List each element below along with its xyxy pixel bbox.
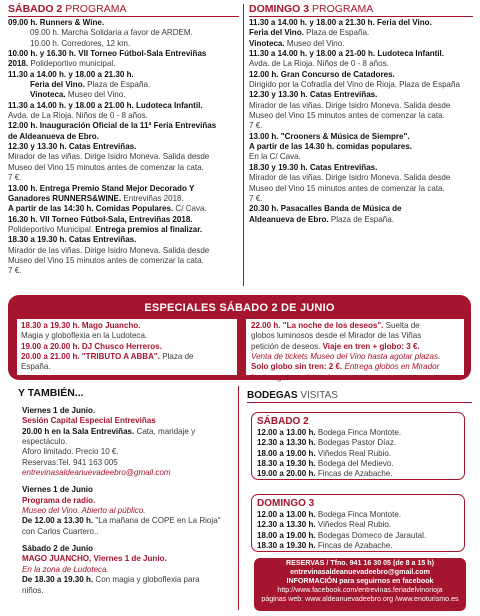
program-line-text: 11.30 a 14.00 h. y 18.00 a 21.30 h. Feria del Vino.	[249, 18, 432, 27]
especial-line	[251, 352, 464, 362]
tambien-text: espectáculo.	[22, 437, 68, 447]
especial-line	[251, 331, 464, 341]
program-line-text: 10.00 h. y 16.30 h. VII Torneo Fútbol-Sala Entreviñas	[8, 49, 207, 59]
program-line	[8, 256, 239, 266]
program-line-text: En la C/ Cava.	[249, 152, 301, 162]
especial-line	[21, 342, 237, 352]
program-line	[249, 152, 473, 162]
tambien-line	[22, 416, 237, 426]
tambien-line	[22, 527, 237, 537]
bodega-name: Bodegas Domeco de Jarautal.	[315, 530, 427, 540]
program-line-text: Museo del Vino.	[284, 38, 345, 48]
program-line-text: Polideportivo Municipal.	[8, 224, 96, 234]
program-line-text: 11.30 a 14.00 h. y 18.00 a 21.00 h. Ludoteca Infantil.	[8, 100, 203, 110]
tambien-bold: De 18.30 a 19.30 h.	[22, 575, 94, 585]
program-line-text: Plaza de España.	[328, 214, 394, 224]
program-line	[8, 163, 239, 173]
program-line-text: 18.30 y 19.30 h. Catas Entreviñas.	[249, 162, 378, 172]
program-line-bold: Vinoteca.	[249, 38, 285, 48]
bodega-name: Viñedos Real Rubio.	[315, 520, 392, 530]
program-line-text: 7 €.	[249, 121, 263, 131]
program-line-bold: Ganadores RUNNERS&WINE.	[8, 193, 122, 203]
program-line-text: Polideportivo municipal.	[28, 59, 116, 69]
program-line-text: Museo del Vino 15 minutos antes de comenzar la cata.	[8, 162, 204, 172]
especial-bold: Solo globo sin tren: 2 €.	[251, 362, 343, 372]
program-line-bold: Vinoteca.	[30, 90, 66, 100]
program-line	[249, 90, 473, 100]
program-line	[249, 59, 473, 69]
especial-bold: Viaje en tren + globo: 3 €.	[322, 341, 420, 351]
especial-text: Plaza de	[159, 352, 194, 362]
program-line-text: Avda. de La Rioja. Niños de 0 - 8 años.	[8, 111, 148, 121]
tambien-line[interactable]	[22, 468, 237, 478]
program-line-text: Museo del Vino 15 minutos antes de comenzar la cata.	[8, 255, 204, 265]
program-line	[8, 111, 239, 121]
program-line-text: Avda. de La Rioja. Niños de 0 - 8 años.	[249, 59, 389, 69]
bodegas-saturday	[257, 416, 462, 480]
program-line	[249, 101, 473, 111]
program-line	[8, 194, 239, 204]
especial-text: España.	[21, 362, 51, 372]
bodegas-saturday-title: SÁBADO 2	[257, 416, 309, 427]
program-line-text: 09.00 h. Runners & Wine.	[8, 18, 105, 27]
program-line	[249, 194, 473, 204]
bodega-name: Fincas de Azabache.	[315, 541, 393, 551]
program-line-text: 13.00 h. "Crooners & Música de Siempre".	[249, 131, 410, 141]
program-line	[249, 215, 473, 225]
especiales-left-box	[17, 319, 237, 375]
program-line	[8, 184, 239, 194]
program-line-text: 12.30 y 13.30 h. Catas Entreviñas.	[8, 142, 137, 152]
bodega-visit	[257, 449, 462, 459]
bodega-visit	[257, 541, 462, 551]
bodega-visit	[257, 520, 462, 530]
especiales-title: ESPECIALES SÁBADO 2 DE JUNIO	[144, 302, 335, 314]
program-line	[8, 70, 239, 80]
program-line	[8, 225, 239, 235]
bodegas-header: BODEGAS VISITAS	[247, 390, 472, 403]
program-line	[8, 142, 239, 152]
program-line	[249, 121, 473, 131]
tambien-divider	[238, 386, 239, 610]
tambien-bold: De 12.00 a 13.30 h.	[22, 516, 94, 526]
program-line-text: 18.30 a 19.30 h. Catas Entreviñas.	[8, 235, 137, 245]
tambien-bold: Viernes 1 de Junio.	[22, 406, 96, 415]
program-line-text: Mirador de las viñas. Dirige Isidro Moneva. Salida desde	[8, 245, 210, 255]
bodega-time: 12.00 a 13.00 h.	[257, 510, 316, 519]
program-line-text: 12.00 h. Inauguración Oficial de la 11ª Feria Entreviñas	[8, 121, 217, 131]
tambien-line	[22, 427, 237, 437]
program-line	[8, 121, 239, 131]
bodega-name: Bodegas Pastor Díaz.	[315, 438, 397, 448]
program-line-text: A partir de las 14.30 h. comidas populares.	[249, 142, 412, 152]
bodega-time: 12.00 a 13.00 h.	[257, 428, 316, 437]
bodega-time: 18.30 a 19.30 h.	[257, 459, 316, 469]
especial-bold: 19.00 a 20.00 h. DJ Chusco Herreros.	[21, 341, 162, 351]
reservas-footer	[254, 558, 466, 611]
footer-facebook-link[interactable]: http://www.facebook.com/entrevinas.feriadelvinorioja	[277, 585, 443, 594]
tambien-line	[22, 554, 237, 564]
program-line	[249, 49, 473, 59]
program-line	[249, 70, 473, 80]
especial-line	[21, 362, 237, 372]
program-line-text: Museo del Vino 15 minutos antes de comenzar la cata.	[249, 111, 445, 121]
bodega-time: 12.30 a 13.30 h.	[257, 520, 316, 530]
bodega-name: Fincas de Azabache.	[315, 469, 393, 479]
program-line	[8, 246, 239, 256]
bodegas-sunday	[257, 498, 462, 551]
tambien-line	[22, 406, 237, 416]
program-saturday	[8, 3, 239, 277]
program-line-text: 09.00 h. Marcha Solidaria a favor de ARDEM.	[30, 28, 193, 38]
tambien-list	[22, 406, 237, 596]
program-line	[249, 28, 473, 38]
tambien-event: Programa de radio.	[22, 495, 96, 505]
program-line	[8, 28, 239, 38]
program-line-text: Mirador de las viñas. Dirige Isidro Moneva. Salida desde	[249, 173, 451, 183]
program-line-text: 16.30 h. VII Torneo Fútbol-Sala, Entreviñas 2018.	[8, 214, 193, 224]
tambien-line	[22, 516, 237, 526]
bodega-visit	[257, 510, 462, 520]
program-line-text: 10.00 h. Corredores, 12 km.	[30, 38, 131, 48]
tambien-email: entrevinasaldeanuevadeebro@gmail.com	[22, 468, 171, 478]
program-line-text: 7 €.	[8, 173, 22, 183]
especial-line	[21, 331, 237, 341]
program-line	[8, 59, 239, 69]
program-line-text: C/ Cava.	[173, 204, 207, 214]
program-line	[8, 101, 239, 111]
program-line-text: Plaza de España.	[84, 80, 151, 90]
program-line	[249, 18, 473, 28]
program-line-text: Mirador de las viñas. Dirige Isidro Moneva. Salida desde	[8, 152, 210, 162]
program-line	[8, 204, 239, 214]
footer-info: INFORMACIÓN para seguirnos en facebook	[286, 576, 434, 585]
program-line-text: Entreviñas 2018.	[121, 193, 184, 203]
tambien-line	[22, 496, 237, 506]
bodegas-sunday-title: DOMINGO 3	[257, 498, 315, 509]
bodega-time: 18.00 a 19.00 h.	[257, 448, 316, 458]
especial-text: Magia y globoflexia en la Ludoteca.	[21, 331, 148, 341]
program-line	[8, 90, 239, 100]
program-saturday-header: SÁBADO 2 PROGRAMA	[8, 3, 239, 17]
program-line	[249, 184, 473, 194]
program-line-text: 12.30 y 13.30 h. Catas Entreviñas.	[249, 90, 378, 100]
bodega-visit	[257, 428, 462, 438]
especial-bold: 18.30 a 19.30 h. Mago Juancho.	[21, 321, 141, 330]
program-line-text: 7 €.	[249, 193, 263, 203]
program-line-text: 20.30 h. Pasacalles Banda de Música de	[249, 204, 402, 214]
program-line	[249, 204, 473, 214]
program-line	[249, 142, 473, 152]
especial-line	[251, 362, 464, 372]
tambien-text: niños.	[22, 585, 44, 595]
program-line	[8, 80, 239, 90]
program-line	[249, 80, 473, 90]
tambien-event: Sesión Capital Especial Entreviñas	[22, 416, 156, 426]
footer-web-links[interactable]: páginas web: www.aldeanuevadeebro.org /www.enoturismo.es	[261, 594, 459, 603]
especial-bold: 20.00 a 21.00 h. "TRIBUTO A ABBA".	[21, 352, 160, 362]
bodega-name: Bodega Finca Montote.	[315, 510, 402, 519]
tambien-bold: Sábado 2 de Junio	[22, 544, 94, 554]
footer-reservas: RESERVAS / Tfno. 941 16 30 05 (de 8 a 15 h)	[286, 559, 434, 567]
especial-line	[251, 373, 464, 383]
tambien-text: Cata, maridaje y	[134, 426, 196, 436]
tambien-text: Con magia y globoflexia para	[93, 575, 200, 585]
program-line	[249, 111, 473, 121]
tambien-line	[22, 544, 237, 554]
program-line	[8, 49, 239, 59]
program-line	[8, 215, 239, 225]
program-line-bold: Feria del Vino.	[30, 80, 85, 90]
program-line	[249, 163, 473, 173]
program-sunday	[249, 3, 473, 225]
program-line-bold: 2018.	[8, 59, 29, 69]
tambien-text: con Carlos Cuartero..	[22, 526, 99, 536]
program-line	[249, 39, 473, 49]
footer-email[interactable]: entrevinasaldeanuevadeebro@gmail.com	[290, 567, 430, 576]
program-line-text: 11.30 a 14.00 h. y 18.00 a 21.30 h.	[8, 69, 134, 79]
program-line-bold: Feria del Vino.	[249, 28, 304, 38]
tambien-text: Aforo limitado. Precio 10 €.	[22, 447, 119, 457]
bodega-name: Bodega del Medievo.	[315, 459, 394, 469]
especial-line	[21, 352, 237, 362]
especial-line	[251, 342, 464, 352]
program-line	[8, 39, 239, 49]
program-line	[249, 173, 473, 183]
especial-italic: hasta agotar existencias.	[251, 372, 341, 382]
bodega-visit	[257, 459, 462, 469]
column-divider	[243, 4, 244, 286]
program-line	[8, 18, 239, 28]
tambien-line	[22, 458, 237, 468]
program-line-text: 11.30 a 14.00 h. y 18.00 a 21-00 h. Ludoteca Infantil.	[249, 49, 445, 59]
tambien-line	[22, 586, 237, 596]
program-line-text: 13.00 h. Entrega Premio Stand Mejor Decorado Y	[8, 183, 195, 193]
especiales-right-box	[246, 319, 464, 382]
program-line	[8, 173, 239, 183]
bodega-name: Viñedos Real Rubio.	[315, 448, 392, 458]
especial-text: petición de deseos.	[251, 341, 323, 351]
especial-italic: Venta de tickets Museo del Vino hasta agotar plazas.	[251, 352, 441, 362]
tambien-title: Y TAMBIÉN...	[18, 387, 84, 399]
program-line	[8, 132, 239, 142]
especial-line	[251, 321, 464, 331]
especial-line	[21, 321, 237, 331]
tambien-location: Museo del Vino. Abierto al público.	[22, 506, 146, 516]
tambien-text: "La mañana de COPE en La Rioja"	[93, 516, 221, 526]
especial-text: globos luminosos desde el Mirador de las Viñas	[251, 331, 422, 341]
program-line-bold: A partir de las 14:30 h. Comidas Populares.	[8, 204, 174, 214]
bodega-time: 18.30 a 19.30 h.	[257, 541, 316, 551]
program-line-text: de Aldeanueva de Ebro.	[8, 131, 99, 141]
program-line-text: Dirigido por la Cofradía del Vino de Rioja. Plaza de España	[249, 80, 460, 90]
tambien-line	[22, 575, 237, 585]
tambien-bold: 20.00 h en la Sala Entreviñas.	[22, 426, 135, 436]
tambien-line	[22, 485, 237, 495]
tambien-line	[22, 506, 237, 516]
especial-italic: Entrega globos en Mirador	[342, 362, 440, 372]
program-line-text: Museo del Vino.	[65, 90, 126, 100]
program-line-bold: Aldeanueva de Ebro.	[249, 214, 329, 224]
tambien-bold: Viernes 1 de Junio	[22, 485, 93, 495]
especial-bold: 22.00 h. "La noche de los deseos".	[251, 321, 384, 330]
program-sunday-header: DOMINGO 3 PROGRAMA	[249, 3, 473, 17]
tambien-line	[22, 437, 237, 447]
program-line	[8, 235, 239, 245]
bodega-time: 12.30 a 13.30 h.	[257, 438, 316, 448]
bodega-visit	[257, 531, 462, 541]
program-line-text: 7 €.	[8, 266, 22, 276]
program-line	[249, 132, 473, 142]
program-line-text: Mirador de las viñas. Dirige Isidro Moneva. Salida desde	[249, 100, 451, 110]
bodega-name: Bodega Finca Montote.	[315, 428, 402, 437]
program-line	[8, 266, 239, 276]
bodega-visit	[257, 438, 462, 448]
tambien-line	[22, 565, 237, 575]
bodega-time: 18.00 a 19.00 h.	[257, 530, 316, 540]
program-line-bold: Entrega premios al finalizar.	[95, 224, 203, 234]
especial-text: Suelta de	[383, 321, 420, 330]
tambien-text: Reservas:Tel. 941 163 005	[22, 457, 118, 467]
program-line-text: 12.00 h. Gran Concurso de Catadores.	[249, 69, 395, 79]
tambien-line	[22, 447, 237, 457]
bodega-visit	[257, 469, 462, 479]
tambien-location: En la zona de Ludoteca.	[22, 564, 109, 574]
bodega-time: 19.00 a 20.00 h.	[257, 469, 316, 479]
tambien-event: MAGO JUANCHO, Viernes 1 de Junio.	[22, 554, 167, 564]
program-line-text: Museo del Vino 15 minutos antes de comenzar la cata.	[249, 183, 445, 193]
especiales-banner	[8, 295, 471, 380]
program-line-text: Plaza de España.	[303, 28, 370, 38]
program-line	[8, 152, 239, 162]
